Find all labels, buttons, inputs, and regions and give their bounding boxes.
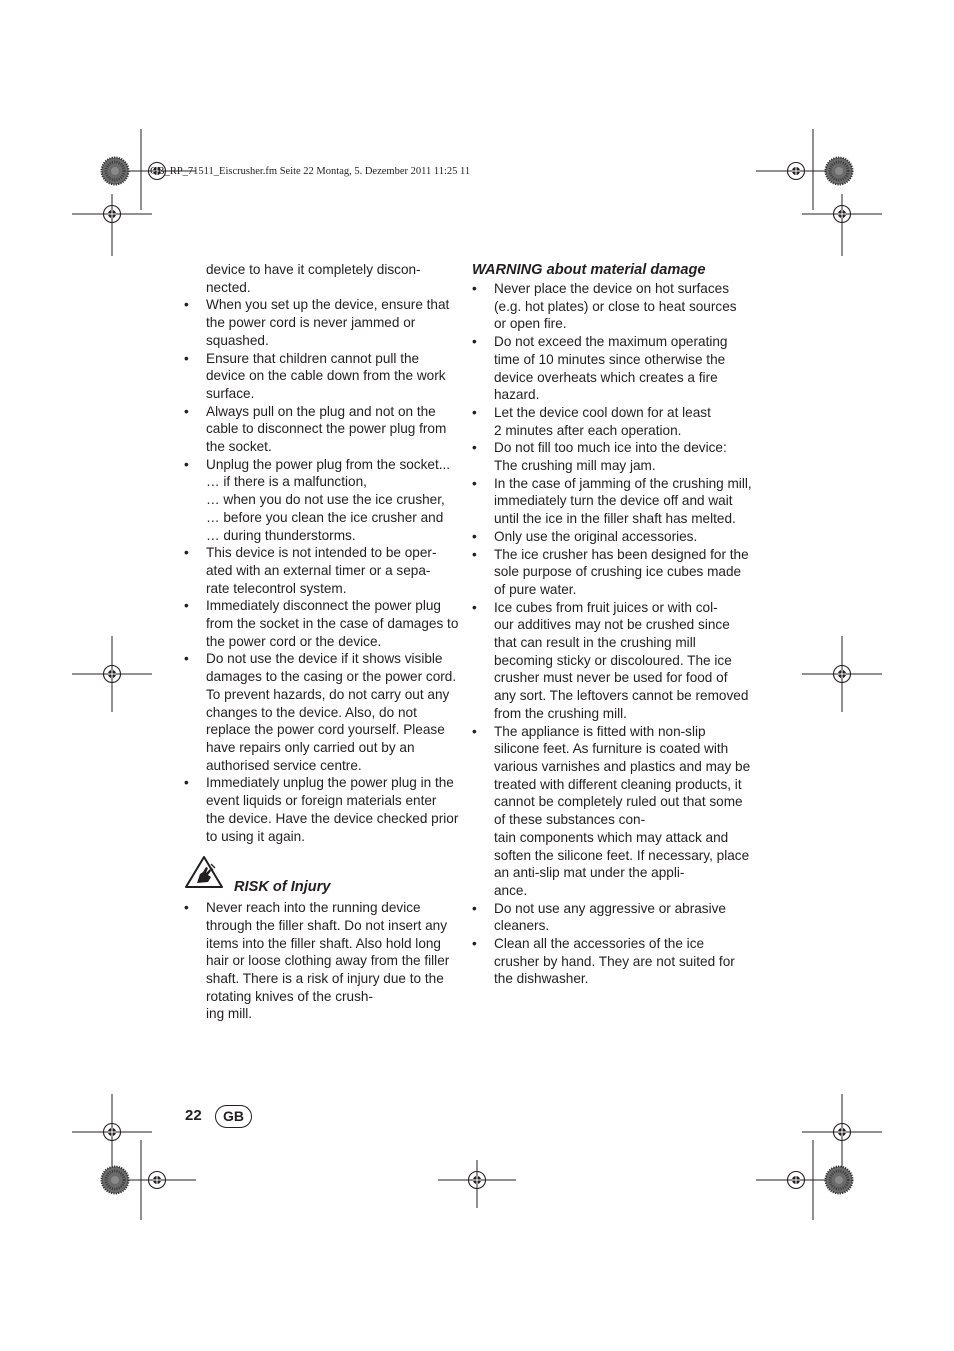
condition-line: … before you clean the ice crusher and [206, 509, 444, 525]
list-item: • Never reach into the running device through the filler shaft. Do not insert any items into the filler shaft. Also hold long hair or loose clothing away from the filler shaft. There is a risk of injury due to the rotating knives of the crush- ing mill. [184, 899, 459, 1023]
list-item: • The appliance is fitted with non-slip silicone feet. As furniture is coated with various varnishes and plastics and may be treated with different cleaning products, it cannot be completely ruled out that some of these substances con- tain components which may attack and soften the silicone feet. If necessary, place an anti-slip mat under the appli- ance. [472, 723, 752, 900]
language-badge: GB [215, 1105, 252, 1128]
print-slug-header: GB_RP_71511_Eiscrusher.fm Seite 22 Montag, 5. Dezember 2011 11:25 11 [150, 166, 471, 177]
risk-heading-block [184, 855, 459, 899]
list-item: • Immediately unplug the power plug in the event liquids or foreign materials enter the device. Have the device checked prior to using it again. [184, 774, 459, 845]
list-item: • Do not exceed the maximum operating time of 10 minutes since otherwise the device overheats which creates a fire hazard. [472, 333, 752, 404]
list-item: • When you set up the device, ensure that the power cord is never jammed or squashed. [184, 296, 459, 349]
page-number: 22 [185, 1107, 202, 1124]
list-item: • Only use the original accessories. [472, 528, 752, 546]
material-damage-list [472, 280, 752, 988]
color-calibration-wheel-icon [826, 1167, 853, 1194]
list-item: • Never place the device on hot surfaces (e.g. hot plates) or close to heat sources or open fire. [472, 280, 752, 333]
condition-line: … when you do not use the ice crusher, [206, 492, 445, 508]
list-item: • This device is not intended to be oper- ated with an external timer or a sepa- rate telecontrol system. [184, 544, 459, 597]
list-item: • Clean all the accessories of the ice crusher by hand. They are not suited for the dishwasher. [472, 935, 752, 988]
condition-line: … during thunderstorms. [206, 527, 356, 543]
list-item: • Do not fill too much ice into the device: The crushing mill may jam. [472, 439, 752, 474]
list-item: • Immediately disconnect the power plug from the socket in the case of damages to the power cord or the device. [184, 597, 459, 650]
continued-text: device to have it completely discon- nected. [206, 262, 421, 295]
list-item: • Always pull on the plug and not on the cable to disconnect the power plug from the socket. [184, 403, 459, 456]
list-item: • The ice crusher has been designed for the sole purpose of crushing ice cubes made of pure water. [472, 546, 752, 599]
list-item: • In the case of jamming of the crushing mill, immediately turn the device off and wait until the ice in the filler shaft has melted. [472, 475, 752, 528]
material-damage-heading: WARNING about material damage [472, 262, 706, 278]
right-column [472, 261, 752, 988]
list-item: • Do not use the device if it shows visible damages to the casing or the power cord. To prevent hazards, do not carry out any changes to the device. Also, do not replace the power cord yourself. Please have repairs only carried out by an authorised service centre. [184, 650, 459, 774]
list-item: • Do not use any aggressive or abrasive cleaners. [472, 900, 752, 935]
color-calibration-wheel-icon [102, 1167, 129, 1194]
color-calibration-wheel-icon [102, 158, 129, 185]
list-item-unplug [184, 456, 459, 545]
list-item: • Let the device cool down for at least 2 minutes after each operation. [472, 404, 752, 439]
risk-heading: RISK of Injury [234, 879, 331, 896]
hand-injury-warning-icon [184, 855, 224, 889]
list-item: • Ice cubes from fruit juices or with col- our additives may not be crushed since that can result in the crushing mill becoming sticky or discoloured. The ice crusher must never be used for food of any sort. The leftovers cannot be removed from the crushing mill. [472, 599, 752, 723]
risk-list [184, 899, 459, 1023]
condition-line: … if there is a malfunction, [206, 474, 367, 490]
list-item-text: • Unplug the power plug from the socket... [206, 456, 451, 472]
left-column [184, 261, 459, 1023]
list-item: • Ensure that children cannot pull the device on the cable down from the work surface. [184, 350, 459, 403]
color-calibration-wheel-icon [826, 158, 853, 185]
safety-list [184, 296, 459, 845]
